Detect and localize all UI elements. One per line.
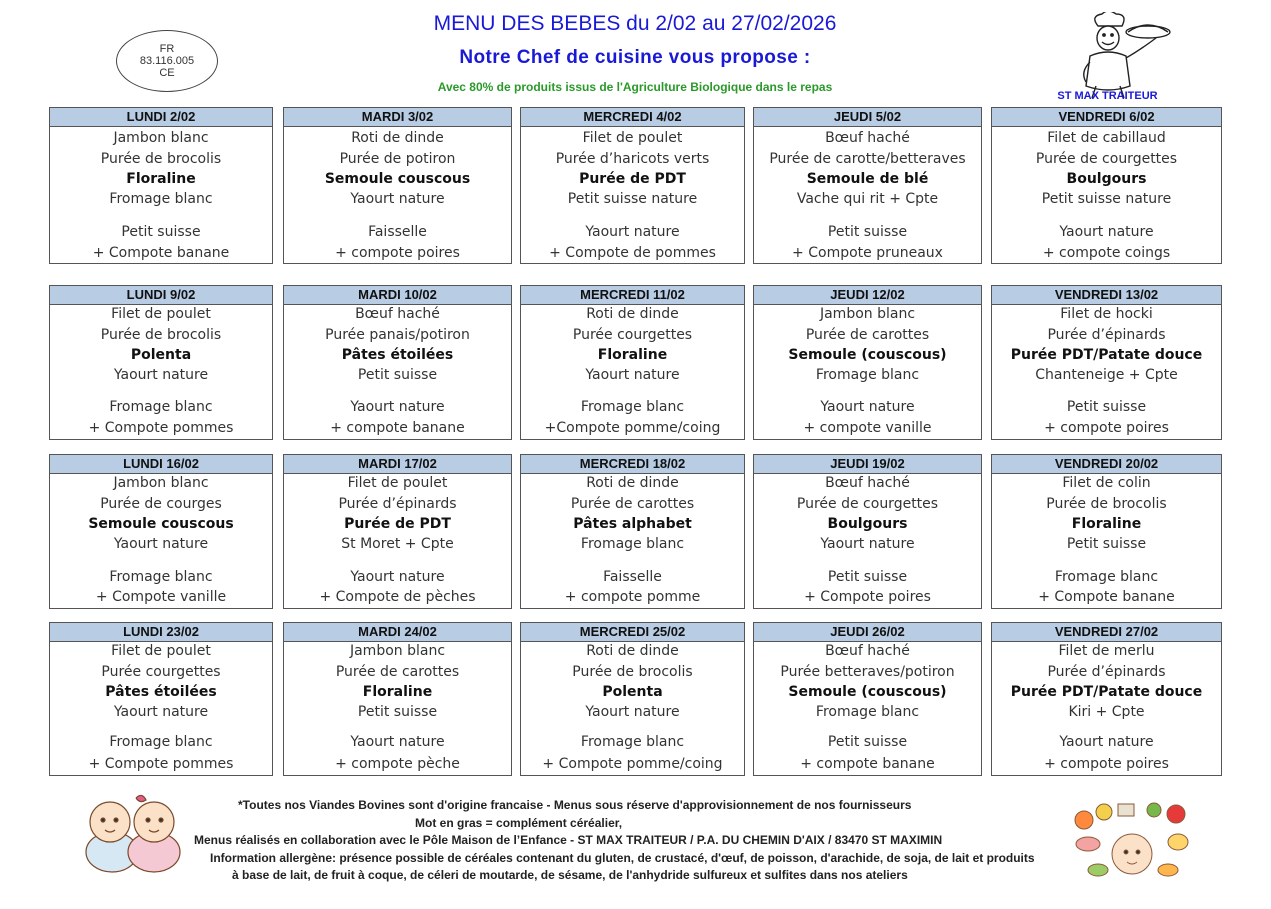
stamp-line: FR xyxy=(159,43,175,55)
day-header: VENDREDI 13/02 xyxy=(992,286,1221,305)
menu-item: + Compote de pèches xyxy=(319,589,476,605)
menu-item: Yaourt nature xyxy=(1059,224,1154,240)
stamp-line: 83.116.005 xyxy=(139,55,195,67)
menu-item: + compote pèche xyxy=(335,756,460,772)
menu-item: Faisselle xyxy=(368,224,427,240)
menu-item: Yaourt nature xyxy=(820,536,915,552)
babies-illustration-icon xyxy=(72,792,192,876)
menu-item: Fromage blanc xyxy=(109,734,213,750)
menu-item: Purée de carottes xyxy=(335,664,460,680)
day-card xyxy=(753,107,982,264)
menu-item: + compote pomme xyxy=(564,589,701,605)
day-header: MERCREDI 18/02 xyxy=(521,455,744,474)
menu-item: Purée d’épinards xyxy=(338,496,457,512)
menu-item: + compote coings xyxy=(1042,245,1171,261)
menu-item: Purée de courges xyxy=(100,496,222,512)
footer-line: *Toutes nos Viandes Bovines sont d'origine francaise - Menus sous réserve d'approvisionnement de nos fournisseurs xyxy=(238,798,912,812)
menu-item: Jambon blanc xyxy=(349,643,446,659)
menu-item: Purée d’épinards xyxy=(1047,327,1166,343)
menu-item: Roti de dinde xyxy=(586,643,679,659)
day-header: MERCREDI 4/02 xyxy=(521,108,744,127)
health-stamp xyxy=(116,30,218,92)
menu-item: Petit suisse xyxy=(121,224,201,240)
day-card xyxy=(283,454,512,609)
cereal-complement: Semoule (couscous) xyxy=(788,347,947,363)
menu-item: Fromage blanc xyxy=(815,367,920,383)
menu-item: Yaourt nature xyxy=(1059,734,1154,750)
menu-item: Petit suisse xyxy=(1066,536,1147,552)
day-card xyxy=(991,285,1222,440)
menu-item: Bœuf haché xyxy=(355,306,440,322)
menu-item: Purée courgettes xyxy=(101,664,221,680)
day-header: LUNDI 23/02 xyxy=(50,623,272,642)
menu-item: Yaourt nature xyxy=(350,191,445,207)
day-card xyxy=(283,622,512,776)
day-card xyxy=(520,622,745,776)
menu-item: Petit suisse xyxy=(827,734,908,750)
menu-item: Purée de courgettes xyxy=(1035,151,1178,167)
day-header: JEUDI 19/02 xyxy=(754,455,981,474)
page-subtitle: Notre Chef de cuisine vous propose : xyxy=(459,47,811,68)
menu-item: Purée panais/potiron xyxy=(325,327,470,343)
cereal-complement: Boulgours xyxy=(827,516,908,532)
menu-item: Yaourt nature xyxy=(350,569,445,585)
cereal-complement: Purée PDT/Patate douce xyxy=(1010,684,1203,700)
menu-item: Yaourt nature xyxy=(585,224,680,240)
menu-item: Roti de dinde xyxy=(586,306,679,322)
cereal-complement: Polenta xyxy=(130,347,192,363)
day-header: MARDI 17/02 xyxy=(284,455,511,474)
menu-item: Petit suisse xyxy=(357,367,438,383)
cereal-complement: Purée de PDT xyxy=(579,171,686,187)
day-card xyxy=(753,285,982,440)
menu-item: Filet de merlu xyxy=(1058,643,1155,659)
cereal-complement: Semoule (couscous) xyxy=(788,684,947,700)
menu-item: Purée de courgettes xyxy=(796,496,939,512)
menu-item: Filet de cabillaud xyxy=(1047,130,1166,146)
menu-item: Fromage blanc xyxy=(1054,569,1159,585)
menu-item: Bœuf haché xyxy=(825,643,910,659)
day-header: JEUDI 26/02 xyxy=(754,623,981,642)
day-card xyxy=(49,454,273,609)
day-header: VENDREDI 6/02 xyxy=(992,108,1221,127)
menu-item: + compote banane xyxy=(800,756,935,772)
menu-item: + compote poires xyxy=(335,245,460,261)
menu-item: Petit suisse nature xyxy=(567,191,698,207)
cereal-complement: Floraline xyxy=(597,347,668,363)
menu-item: + Compote banane xyxy=(92,245,230,261)
menu-item: Filet de poulet xyxy=(347,475,448,491)
day-card xyxy=(753,454,982,609)
footer-line: Menus réalisés en collaboration avec le Pôle Maison de l’Enfance - ST MAX TRAITEUR / P.A. DU CHEMIN D'AIX / 83470 ST MAXIMIN xyxy=(194,833,943,847)
footer-line: à base de lait, de fruit à coque, de céleri de moutarde, de sésame, de l'anhydride sulfureux et sulfites dans nos ateliers xyxy=(232,868,908,882)
menu-item: Yaourt nature xyxy=(350,734,445,750)
day-header: MARDI 3/02 xyxy=(284,108,511,127)
menu-item: Roti de dinde xyxy=(351,130,444,146)
day-header: MARDI 24/02 xyxy=(284,623,511,642)
menu-item: + Compote pruneaux xyxy=(792,245,943,261)
menu-item: Purée de brocolis xyxy=(572,664,693,680)
menu-item: Filet de hocki xyxy=(1060,306,1153,322)
menu-item: Purée de carottes xyxy=(570,496,695,512)
menu-item: Fromage blanc xyxy=(109,569,213,585)
menu-item: + Compote pommes xyxy=(88,420,234,436)
day-card xyxy=(520,454,745,609)
footer-line: Mot en gras = complément céréalier, xyxy=(415,815,623,830)
day-header: MERCREDI 25/02 xyxy=(521,623,744,642)
cereal-complement: Semoule de blé xyxy=(806,171,929,187)
menu-item: Jambon blanc xyxy=(113,475,209,491)
day-card xyxy=(991,454,1222,609)
menu-item: Jambon blanc xyxy=(113,130,209,146)
day-header: LUNDI 16/02 xyxy=(50,455,272,474)
menu-item: Yaourt nature xyxy=(585,367,680,383)
day-header: VENDREDI 20/02 xyxy=(992,455,1221,474)
menu-item: Purée de brocolis xyxy=(100,327,222,343)
cereal-complement: Floraline xyxy=(362,684,433,700)
menu-item: Filet de poulet xyxy=(111,306,211,322)
cereal-complement: Pâtes alphabet xyxy=(573,516,692,532)
menu-item: +Compote pomme/coing xyxy=(544,420,721,436)
cereal-complement: Floraline xyxy=(1071,516,1142,532)
day-card xyxy=(49,107,273,264)
menu-item: Petit suisse xyxy=(827,224,908,240)
brand-name: ST MAX TRAITEUR xyxy=(1057,90,1158,102)
menu-item: + Compote banane xyxy=(1038,589,1175,605)
footer-line: Information allergène: présence possible de céréales contenant du gluten, de crustacé, d'œuf, de poisson, d'arachide, de soja, de lait et produits xyxy=(210,850,1035,865)
menu-item: Bœuf haché xyxy=(825,475,910,491)
cereal-complement: Floraline xyxy=(126,171,196,187)
day-card xyxy=(991,107,1222,264)
day-header: LUNDI 9/02 xyxy=(50,286,272,305)
cereal-complement: Polenta xyxy=(602,684,663,700)
menu-item: + Compote de pommes xyxy=(549,245,716,261)
menu-item: Filet de poulet xyxy=(111,643,211,659)
page-title: MENU DES BEBES du 2/02 au 27/02/2026 xyxy=(433,12,837,35)
menu-item: St Moret + Cpte xyxy=(341,536,454,552)
menu-item: Yaourt nature xyxy=(585,704,680,720)
bio-note: Avec 80% de produits issus de l'Agriculture Biologique dans le repas xyxy=(437,80,833,94)
day-card xyxy=(753,622,982,776)
menu-item: Faisselle xyxy=(603,569,662,585)
footer-notes xyxy=(190,797,1070,885)
cereal-complement: Boulgours xyxy=(1066,171,1147,187)
menu-item: Purée d’haricots verts xyxy=(555,151,710,167)
menu-item: Yaourt nature xyxy=(350,399,445,415)
cereal-complement: Pâtes étoilées xyxy=(341,347,454,363)
day-card xyxy=(520,285,745,440)
day-card xyxy=(49,622,273,776)
menu-item: + Compote pomme/coing xyxy=(542,756,723,772)
day-card xyxy=(991,622,1222,776)
menu-item: + Compote poires xyxy=(804,589,931,605)
menu-item: Petit suisse xyxy=(827,569,908,585)
menu-item: + Compote pommes xyxy=(88,756,234,772)
stamp-line: CE xyxy=(159,67,175,79)
menu-item: Yaourt nature xyxy=(820,399,915,415)
day-card xyxy=(283,107,512,264)
day-header: JEUDI 5/02 xyxy=(754,108,981,127)
day-header: MARDI 10/02 xyxy=(284,286,511,305)
menu-item: Yaourt nature xyxy=(113,536,209,552)
cereal-complement: Purée de PDT xyxy=(344,516,451,532)
baby-food-illustration-icon xyxy=(1068,800,1198,884)
cereal-complement: Semoule couscous xyxy=(324,171,471,187)
menu-item: Fromage blanc xyxy=(815,704,920,720)
day-card xyxy=(520,107,745,264)
cereal-complement: Pâtes étoilées xyxy=(105,684,217,700)
menu-item: Yaourt nature xyxy=(113,367,209,383)
menu-item: Roti de dinde xyxy=(586,475,679,491)
menu-item: Purée courgettes xyxy=(572,327,693,343)
menu-item: Fromage blanc xyxy=(580,399,685,415)
day-header: VENDREDI 27/02 xyxy=(992,623,1221,642)
menu-item: + Compote vanille xyxy=(95,589,227,605)
day-header: LUNDI 2/02 xyxy=(50,108,272,127)
menu-item: Purée de brocolis xyxy=(1046,496,1167,512)
menu-item: Purée de carottes xyxy=(805,327,930,343)
day-header: MERCREDI 11/02 xyxy=(521,286,744,305)
menu-item: Filet de colin xyxy=(1062,475,1151,491)
menu-item: + compote poires xyxy=(1044,420,1169,436)
menu-item: Fromage blanc xyxy=(109,191,213,207)
menu-item: Fromage blanc xyxy=(580,536,685,552)
menu-item: Fromage blanc xyxy=(580,734,685,750)
menu-item: Fromage blanc xyxy=(109,399,213,415)
menu-item: Purée de carotte/betteraves xyxy=(769,151,966,167)
menu-item: Petit suisse nature xyxy=(1041,191,1172,207)
day-card xyxy=(283,285,512,440)
menu-item: + compote vanille xyxy=(803,420,932,436)
cereal-complement: Semoule couscous xyxy=(88,516,234,532)
menu-item: Petit suisse xyxy=(357,704,438,720)
menu-item: Purée betteraves/potiron xyxy=(780,664,955,680)
menu-item: Vache qui rit + Cpte xyxy=(796,191,939,207)
menu-item: + compote poires xyxy=(1044,756,1169,772)
menu-item: Kiri + Cpte xyxy=(1068,704,1145,720)
menu-item: Yaourt nature xyxy=(113,704,209,720)
menu-item: Jambon blanc xyxy=(819,306,916,322)
menu-item: Filet de poulet xyxy=(582,130,683,146)
menu-item: Purée d’épinards xyxy=(1047,664,1166,680)
menu-item: Petit suisse xyxy=(1066,399,1147,415)
menu-item: Purée de brocolis xyxy=(100,151,222,167)
cereal-complement: Purée PDT/Patate douce xyxy=(1010,347,1203,363)
day-card xyxy=(49,285,273,440)
day-header: JEUDI 12/02 xyxy=(754,286,981,305)
menu-item: Purée de potiron xyxy=(339,151,456,167)
menu-item: + compote banane xyxy=(330,420,465,436)
menu-item: Bœuf haché xyxy=(825,130,910,146)
menu-item: Chanteneige + Cpte xyxy=(1035,367,1178,383)
